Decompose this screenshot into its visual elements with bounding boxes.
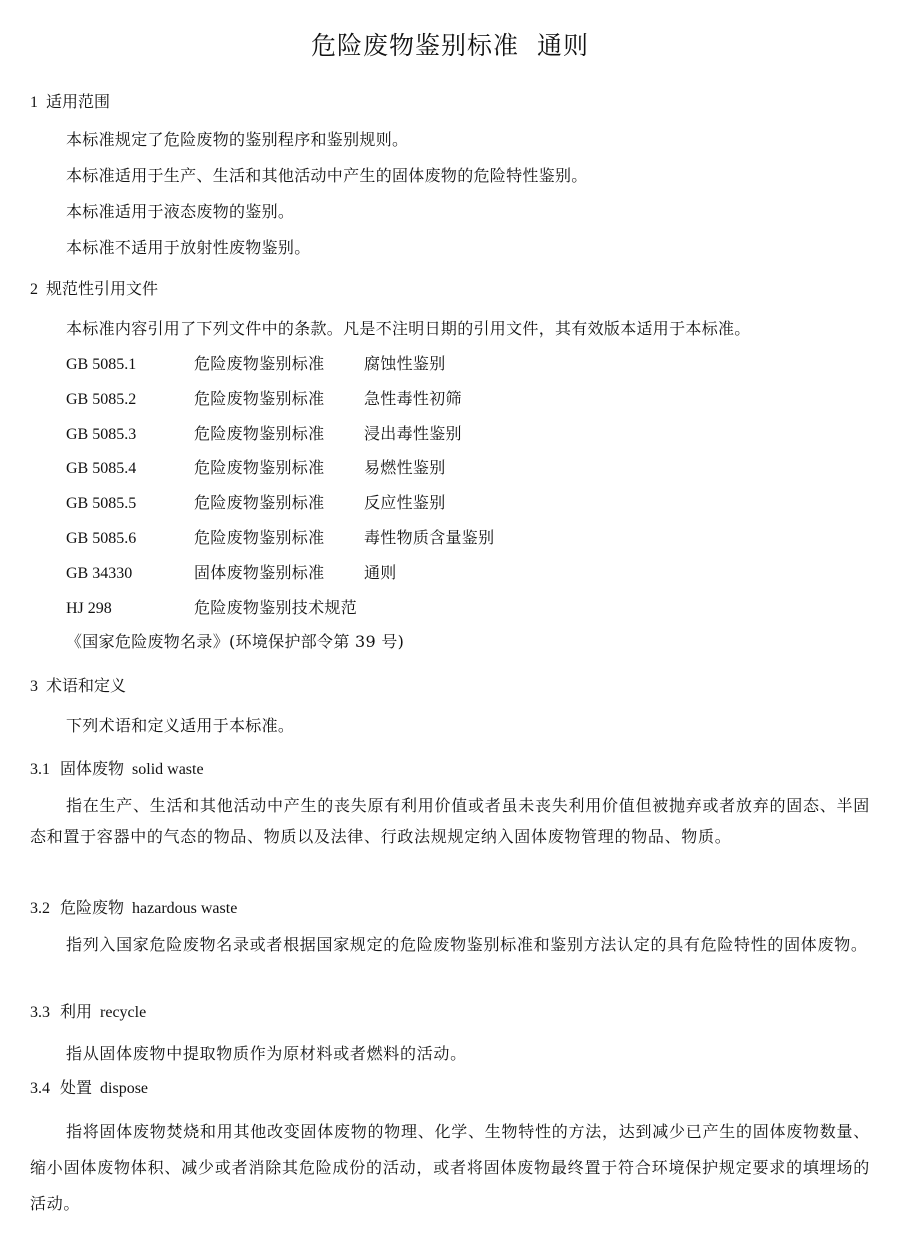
reference-standard: 危险废物鉴别技术规范 (194, 598, 358, 617)
terms-intro: 下列术语和定义适用于本标准。 (66, 716, 295, 735)
term-number: 3.4 (30, 1080, 50, 1097)
paragraph-line: 本标准规定了危险废物的鉴别程序和鉴别规则。 (66, 130, 409, 149)
reference-part: 毒性物质含量鉴别 (364, 528, 495, 547)
term-chinese: 处置 (60, 1078, 93, 1097)
term-heading (30, 896, 237, 921)
reference-standard: 固体废物鉴别标准 (194, 563, 325, 582)
catalog-reference: 《国家危险废物名录》(环境保护部令第 39 号) (66, 632, 405, 651)
term-english: recycle (100, 1004, 147, 1021)
term-heading (30, 757, 204, 782)
reference-row (66, 422, 462, 447)
term-heading (30, 1076, 148, 1101)
reference-row (66, 352, 446, 377)
reference-standard: 危险废物鉴别标准 (194, 528, 325, 547)
reference-standard: 危险废物鉴别标准 (194, 354, 325, 373)
reference-standard: 危险废物鉴别标准 (194, 493, 325, 512)
term-definition: 指在生产、生活和其他活动中产生的丧失原有利用价值或者虽未丧失利用价值但被抛弃或者放弃的固态、半固态和置于容器中的气态的物品、物质以及法律、行政法规规定纳入固体废物管理的物品、物质。 (30, 796, 870, 846)
term-heading (30, 1000, 146, 1025)
term-number: 3.2 (30, 900, 50, 917)
section-title: 适用范围 (46, 92, 111, 111)
reference-code: GB 34330 (66, 565, 133, 582)
reference-part: 浸出毒性鉴别 (364, 424, 462, 443)
term-chinese: 固体废物 (60, 759, 125, 778)
section-number: 2 (30, 281, 38, 298)
reference-code: GB 5085.2 (66, 391, 137, 408)
reference-part: 腐蚀性鉴别 (364, 354, 446, 373)
reference-part: 急性毒性初筛 (364, 389, 462, 408)
term-definition: 指从固体废物中提取物质作为原材料或者燃料的活动。 (66, 1044, 467, 1063)
reference-code: GB 5085.1 (66, 356, 137, 373)
term-english: solid waste (132, 761, 204, 778)
term-number: 3.1 (30, 761, 50, 778)
reference-row (66, 561, 397, 586)
reference-part: 通则 (364, 563, 397, 582)
references-intro: 本标准内容引用了下列文件中的条款。凡是不注明日期的引用文件，其有效版本适用于本标准。 (66, 319, 751, 338)
term-definition: 指将固体废物焚烧和用其他改变固体废物的物理、化学、生物特性的方法，达到减少已产生的固体废物数量、缩小固体废物体积、减少或者消除其危险成份的活动，或者将固体废物最终置于符合环境保护规定要求的填埋场的活动。 (30, 1122, 870, 1213)
reference-code: HJ 298 (66, 600, 112, 617)
term-english: dispose (100, 1080, 149, 1097)
reference-standard: 危险废物鉴别标准 (194, 424, 325, 443)
paragraph-line: 本标准适用于生产、生活和其他活动中产生的固体废物的危险特性鉴别。 (66, 166, 588, 185)
document-title: 危险废物鉴别标准 通则 (311, 31, 589, 60)
section-2-heading (30, 277, 158, 302)
section-3-heading (30, 674, 126, 699)
reference-part: 反应性鉴别 (364, 493, 446, 512)
section-number: 1 (30, 94, 38, 111)
reference-row (66, 491, 446, 516)
section-title: 术语和定义 (46, 676, 127, 695)
term-definition: 指列入国家危险废物名录或者根据国家规定的危险废物鉴别标准和鉴别方法认定的具有危险特性的固体废物。 (66, 935, 868, 954)
reference-row (66, 526, 494, 551)
reference-standard: 危险废物鉴别标准 (194, 389, 325, 408)
reference-code: GB 5085.6 (66, 530, 137, 547)
section-1-heading (30, 90, 110, 115)
reference-part: 易燃性鉴别 (364, 458, 446, 477)
term-chinese: 危险废物 (60, 898, 125, 917)
reference-code: GB 5085.5 (66, 495, 137, 512)
term-chinese: 利用 (60, 1002, 93, 1021)
reference-row (66, 456, 446, 481)
term-number: 3.3 (30, 1004, 50, 1021)
reference-row (66, 596, 364, 621)
paragraph-line: 本标准适用于液态废物的鉴别。 (66, 202, 295, 221)
reference-row (66, 387, 462, 412)
reference-standard: 危险废物鉴别标准 (194, 458, 325, 477)
paragraph-line: 本标准不适用于放射性废物鉴别。 (66, 238, 311, 257)
section-title: 规范性引用文件 (46, 279, 159, 298)
reference-code: GB 5085.3 (66, 426, 137, 443)
term-english: hazardous waste (132, 900, 238, 917)
section-number: 3 (30, 678, 38, 695)
reference-code: GB 5085.4 (66, 460, 137, 477)
